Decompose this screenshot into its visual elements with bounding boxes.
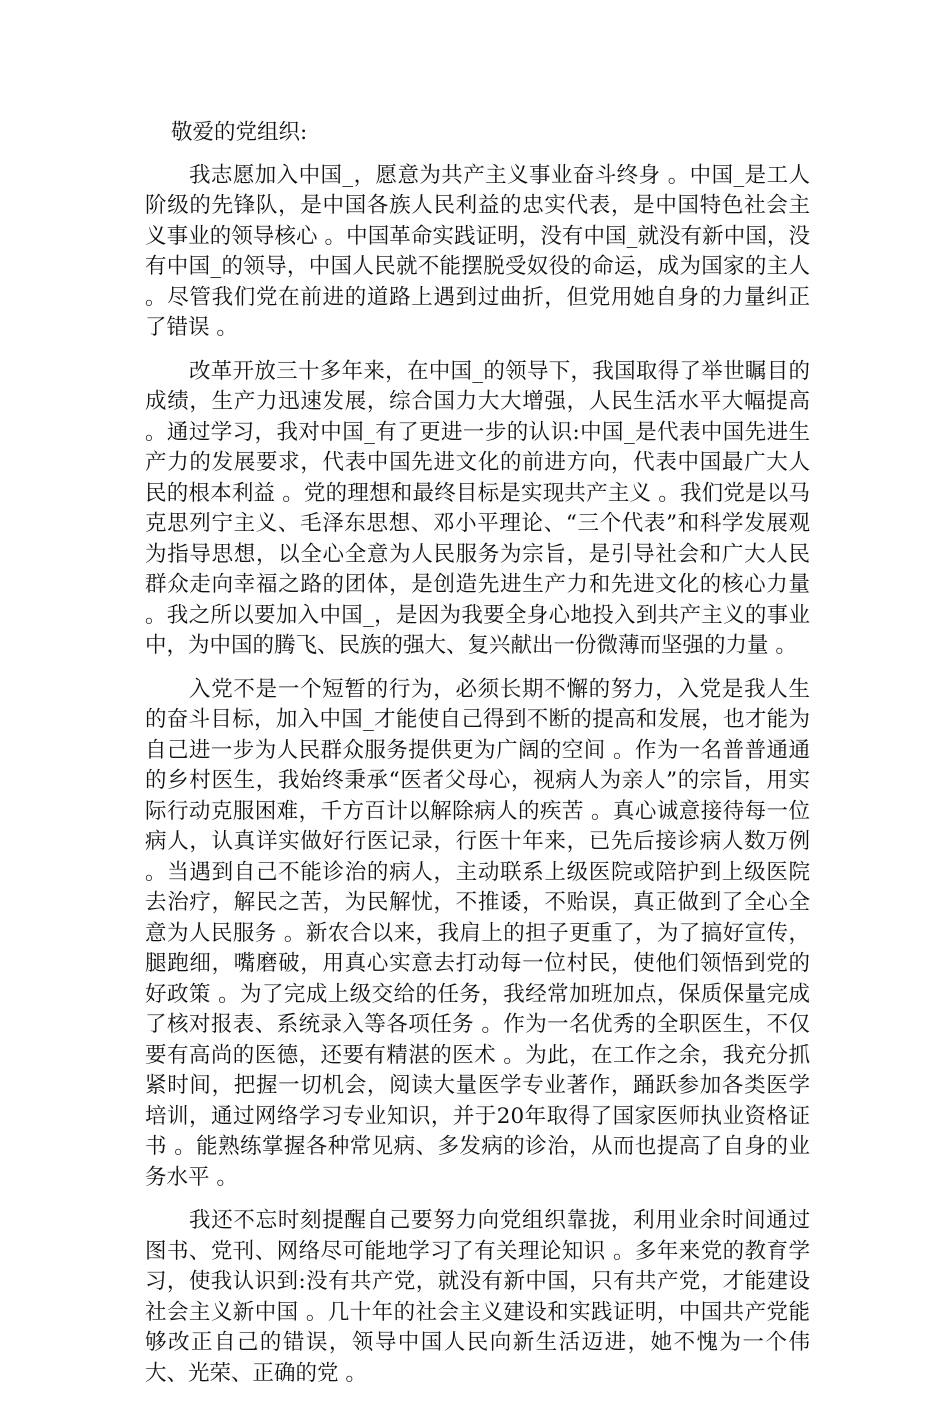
paragraph-4: 我还不忘时刻提醒自己要努力向党组织靠拢，利用业余时间通过图书、党刊、网络尽可能地学习了有关理论知识 。多年来党的教育学习，使我认识到:没有共产党，就没有新中国，只有共产党，才能建设社会主义新中国 。几十年的社会主义建设和实践证明，中国共产党能够改正自己的错误，领导中国人民向新生活迈进，她不愧为一个伟大、光荣、正确的党 。 [145, 1208, 810, 1386]
paragraph-2: 改革开放三十多年来，在中国_的领导下，我国取得了举世瞩目的成绩，生产力迅速发展，综合国力大大增强，人民生活水平大幅提高 。通过学习，我对中国_有了更进一步的认识:中国_是代表中国先进生产力的发展要求，代表中国先进文化的前进方向，代表中国最广大人民的根本利益 。党的理想和最终目标是实现共产主义 。我们党是以马克思列宁主义、毛泽东思想、邓小平理论、“三个代表”和科学发展观为指导思想，以全心全意为人民服务为宗旨，是引导社会和广大人民群众走向幸福之路的团体，是创造先进生产力和先进文化的核心力量 。我之所以要加入中国_，是因为我要全身心地投入到共产主义的事业中，为中国的腾飞、民族的强大、复兴献出一份微薄而坚强的力量 。 [145, 358, 810, 658]
paragraph-3: 入党不是一个短暂的行为，必须长期不懈的努力，入党是我人生的奋斗目标，加入中国_才能使自己得到不断的提高和发展，也才能为自己进一步为人民群众服务提供更为广阔的空间 。作为一名普普通通的乡村医生，我始终秉承“医者父母心，视病人为亲人”的宗旨，用实际行动克服困难，千方百计以解除病人的疾苦 。真心诚意接待每一位病人，认真详实做好行医记录，行医十年来，已先后接诊病人数万例 。当遇到自己不能诊治的病人，主动联系上级医院或陪护到上级医院去治疗，解民之苦，为民解忧，不推诿，不贻误，真正做到了全心全意为人民服务 。新农合以来，我肩上的担子更重了，为了搞好宣传，腿跑细，嘴磨破，用真心实意去打动每一位村民，使他们领悟到党的好政策 。为了完成上级交给的任务，我经常加班加点，保质保量完成了核对报表、系统录入等各项任务 。作为一名优秀的全职医生，不仅要有高尚的医德，还要有精湛的医术 。为此，在工作之余，我充分抓紧时间，把握一切机会，阅读大量医学专业著作，踊跃参加各类医学培训，通过网络学习专业知识，并于20年取得了国家医师执业资格证书 。能熟练掌握各种常见病、多发病的诊治，从而也提高了自身的业务水平 。 [145, 676, 810, 1190]
salutation: 敬爱的党组织: [171, 120, 308, 145]
document-body [145, 118, 810, 1402]
paragraph-1: 我志愿加入中国_，愿意为共产主义事业奋斗终身 。中国_是工人阶级的先锋队，是中国各族人民利益的忠实代表，是中国特色社会主义事业的领导核心 。中国革命实践证明，没有中国_就没有新中国，没有中国_的领导，中国人民就不能摆脱受奴役的命运，成为国家的主人 。尽管我们党在前进的道路上遇到过曲折，但党用她自身的力量纠正了错误 。 [145, 162, 810, 340]
